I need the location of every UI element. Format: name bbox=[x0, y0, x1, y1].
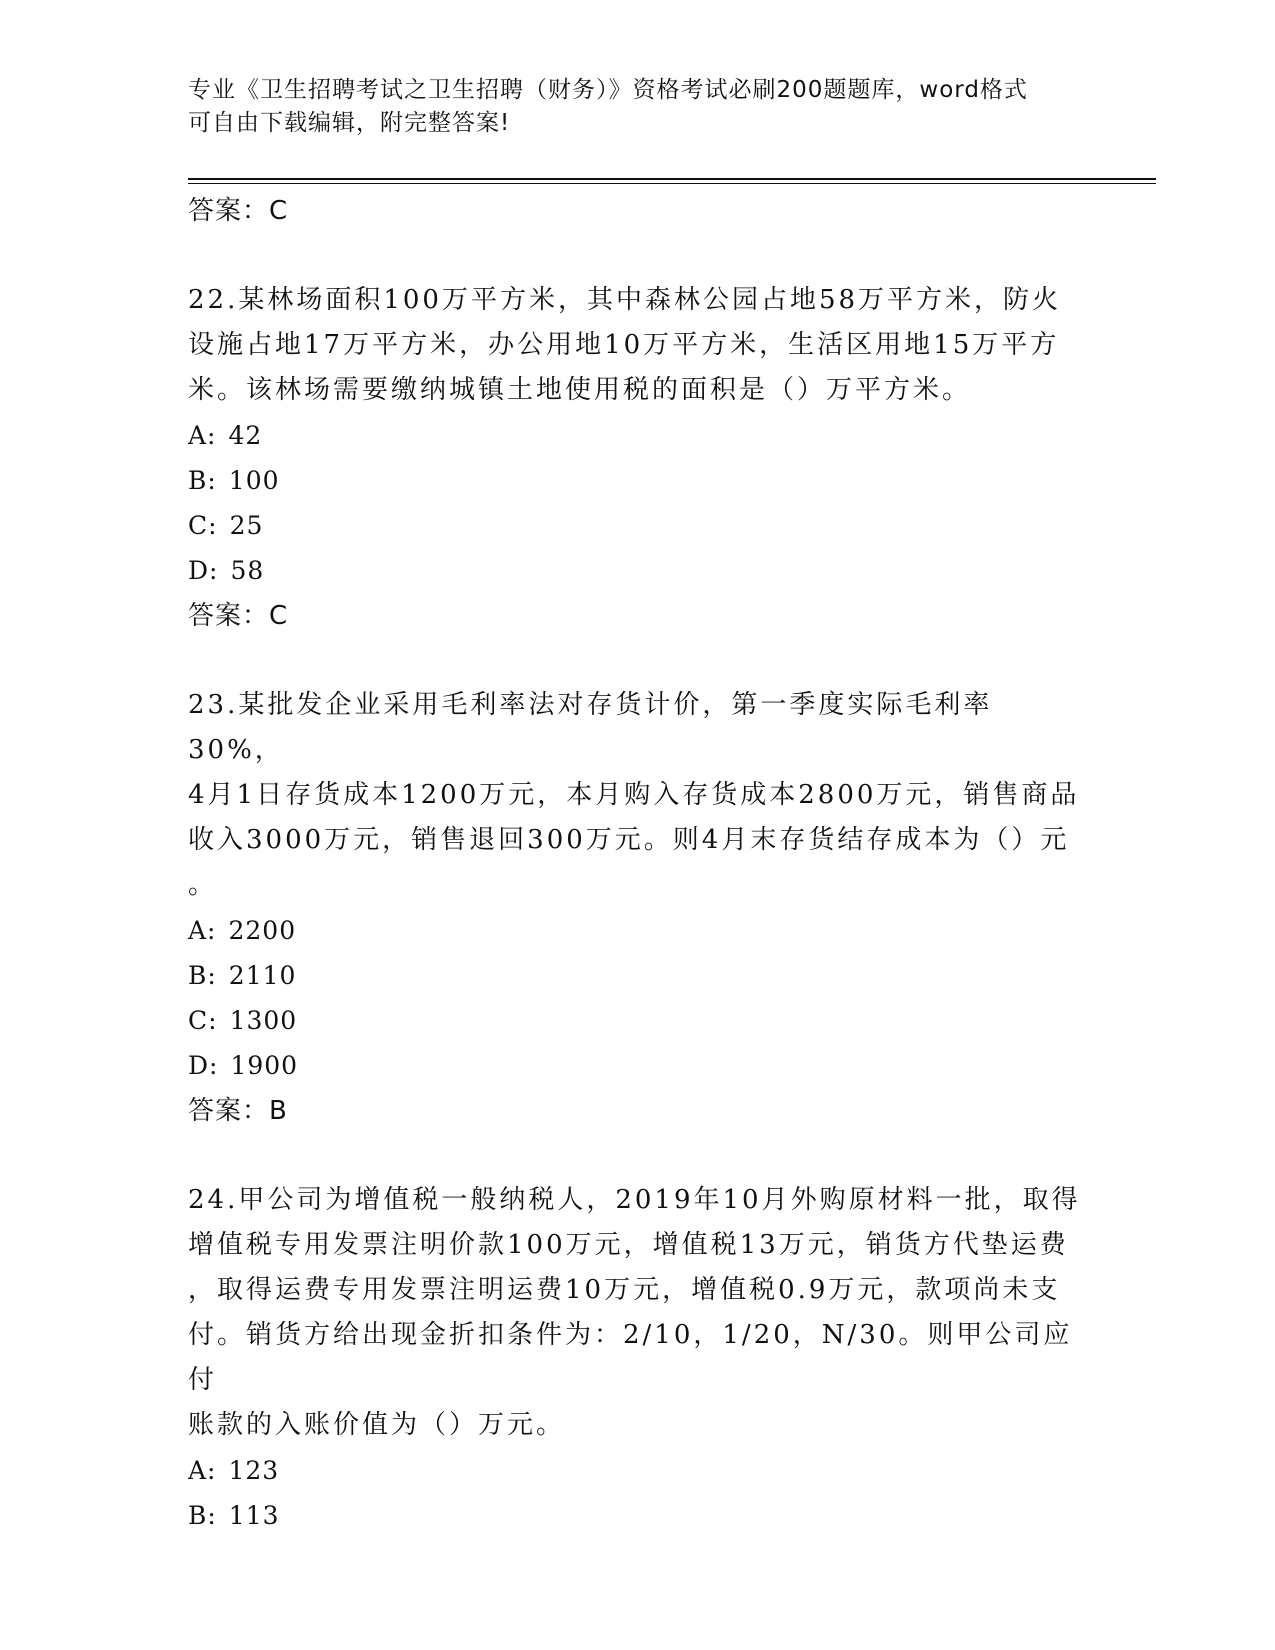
stem-line: 增值税专用发票注明价款100万元，增值税13万元，销货方代垫运费 bbox=[188, 1230, 1069, 1260]
stem-line: 22.某林场面积100万平方米，其中森林公园占地58万平方米，防火 bbox=[188, 285, 1062, 315]
question-content bbox=[188, 188, 1088, 1538]
stem-line: 账款的入账价值为（）万元。 bbox=[188, 1410, 566, 1440]
question-answer: 答案：C bbox=[188, 601, 289, 631]
stem-line: 付。销货方给出现金折扣条件为：2/10，1/20，N/30。则甲公司应付 bbox=[188, 1320, 1073, 1395]
option-a bbox=[188, 1448, 1088, 1493]
question-22 bbox=[188, 278, 1088, 639]
option-value: 123 bbox=[228, 1456, 280, 1485]
option-key: C: bbox=[188, 1006, 218, 1035]
header-divider-thin bbox=[188, 183, 1156, 184]
page-header bbox=[188, 74, 1068, 140]
option-value: 100 bbox=[228, 466, 280, 495]
option-value: 2200 bbox=[228, 916, 297, 945]
option-a bbox=[188, 413, 1088, 458]
question-stem bbox=[188, 683, 1088, 908]
option-value: 58 bbox=[230, 556, 265, 585]
option-d bbox=[188, 548, 1088, 593]
option-key: C: bbox=[188, 511, 218, 540]
option-list bbox=[188, 413, 1088, 593]
header-line-2: 可自由下载编辑，附完整答案! bbox=[188, 110, 511, 136]
previous-answer: 答案：C bbox=[188, 196, 289, 226]
option-key: D: bbox=[188, 556, 219, 585]
option-key: B: bbox=[188, 961, 217, 990]
option-value: 25 bbox=[229, 511, 264, 540]
stem-line: ，取得运费专用发票注明运费10万元，增值税0.9万元，款项尚未支 bbox=[188, 1275, 1061, 1305]
stem-line: 23.某批发企业采用毛利率法对存货计价，第一季度实际毛利率30%， bbox=[188, 690, 993, 765]
question-answer: 答案：B bbox=[188, 1096, 288, 1126]
question-stem bbox=[188, 1178, 1088, 1448]
option-key: A: bbox=[188, 1456, 217, 1485]
header-divider-thick bbox=[188, 178, 1156, 180]
stem-line: 。 bbox=[188, 870, 218, 900]
question-stem bbox=[188, 278, 1088, 413]
option-key: B: bbox=[188, 1501, 217, 1530]
question-24 bbox=[188, 1178, 1088, 1538]
stem-line: 24.甲公司为增值税一般纳税人，2019年10月外购原材料一批，取得 bbox=[188, 1185, 1081, 1215]
option-list bbox=[188, 1448, 1088, 1538]
option-b bbox=[188, 1493, 1088, 1538]
option-value: 113 bbox=[228, 1501, 280, 1530]
option-key: B: bbox=[188, 466, 217, 495]
option-list bbox=[188, 908, 1088, 1088]
stem-line: 米。该林场需要缴纳城镇土地使用税的面积是（）万平方米。 bbox=[188, 375, 972, 405]
option-value: 42 bbox=[228, 421, 263, 450]
option-key: A: bbox=[188, 421, 217, 450]
option-d bbox=[188, 1043, 1088, 1088]
option-value: 1300 bbox=[229, 1006, 298, 1035]
stem-line: 设施占地17万平方米，办公用地10万平方米，生活区用地15万平方 bbox=[188, 330, 1060, 360]
option-value: 1900 bbox=[230, 1051, 299, 1080]
option-value: 2110 bbox=[228, 961, 297, 990]
stem-line: 4月1日存货成本1200万元，本月购入存货成本2800万元，销售商品 bbox=[188, 780, 1080, 810]
option-a bbox=[188, 908, 1088, 953]
question-23 bbox=[188, 683, 1088, 1134]
option-key: D: bbox=[188, 1051, 219, 1080]
option-c bbox=[188, 503, 1088, 548]
option-key: A: bbox=[188, 916, 217, 945]
option-b bbox=[188, 953, 1088, 998]
option-c bbox=[188, 998, 1088, 1043]
option-b bbox=[188, 458, 1088, 503]
header-line-1: 专业《卫生招聘考试之卫生招聘（财务）》资格考试必刷200题题库，word格式 bbox=[188, 77, 1028, 103]
stem-line: 收入3000万元，销售退回300万元。则4月末存货结存成本为（）元 bbox=[188, 825, 1070, 855]
